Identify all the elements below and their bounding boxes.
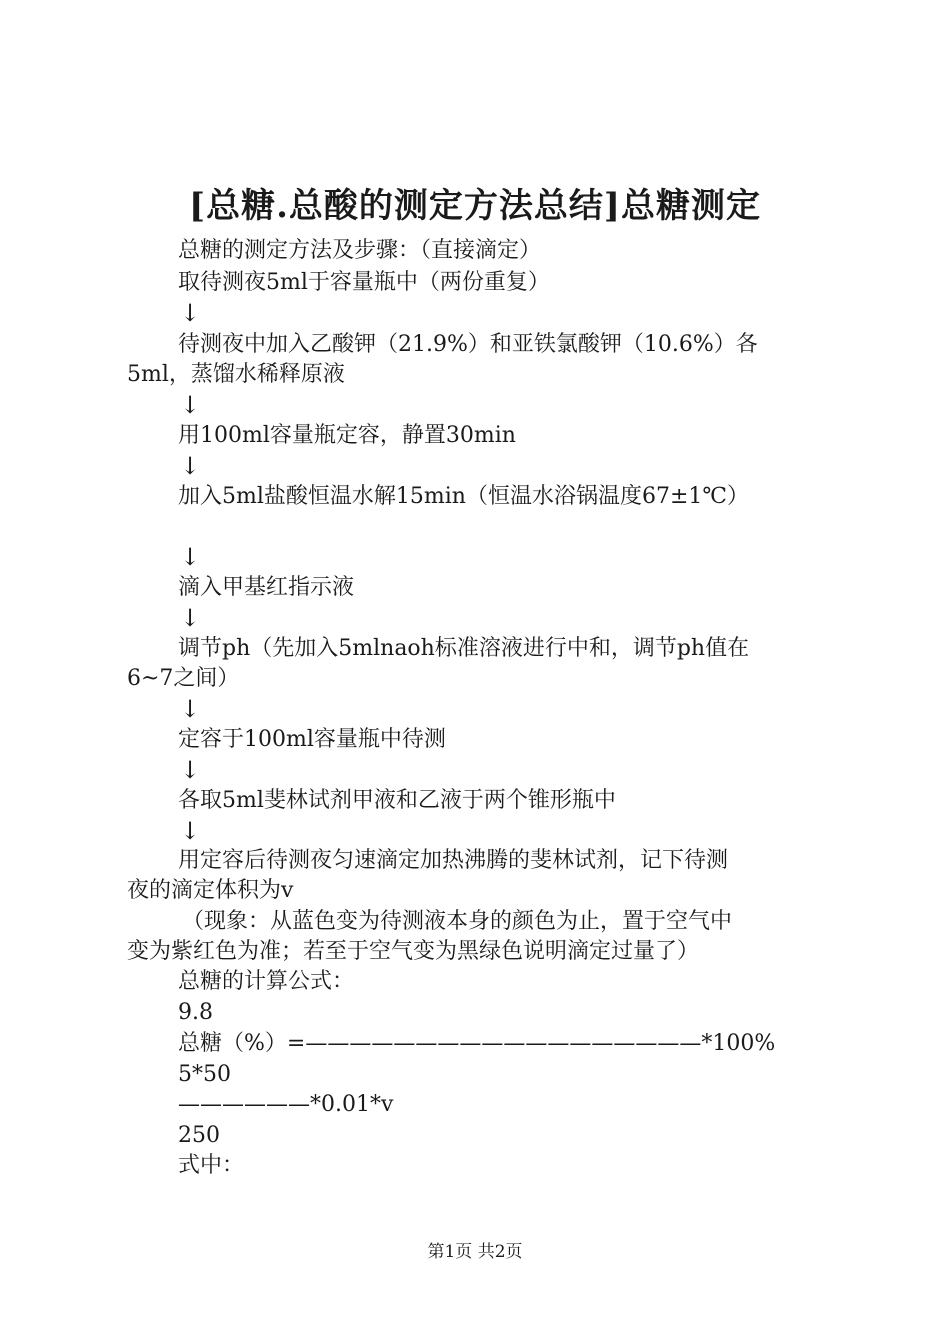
down-arrow-icon: ↓ (180, 391, 201, 419)
text-line: 6~7之间） (127, 666, 240, 691)
document-title: [总糖.总酸的测定方法总结]总糖测定 (188, 186, 761, 226)
text-line: 总糖的计算公式： (178, 969, 355, 994)
down-arrow-icon: ↓ (180, 817, 201, 845)
down-arrow-icon: ↓ (180, 756, 201, 784)
formula-numerator: 9.8 (178, 1000, 213, 1025)
formula-line: 总糖（%）=——————————————————*100% (178, 1031, 776, 1056)
down-arrow-icon: ↓ (180, 695, 201, 723)
text-line: 定容于100ml容量瓶中待测 (178, 727, 446, 752)
down-arrow-icon: ↓ (180, 452, 201, 480)
text-line: 滴入甲基红指示液 (178, 575, 355, 600)
page-footer: 第1页 共2页 (427, 1242, 523, 1262)
text-line: 待测夜中加入乙酸钾（21.9%）和亚铁氯酸钾（10.6%）各 (178, 332, 758, 357)
text-line: 调节ph（先加入5mlnaoh标准溶液进行中和，调节ph值在 (178, 636, 750, 661)
formula-line: ——————*0.01*v (178, 1092, 394, 1117)
formula-denominator: 250 (178, 1123, 220, 1148)
text-line: （现象：从蓝色变为待测液本身的颜色为止，置于空气中 (182, 909, 733, 934)
formula-denominator: 5*50 (178, 1062, 231, 1087)
text-line: 变为紫红色为准；若至于空气变为黑绿色说明滴定过量了） (127, 939, 700, 964)
text-line: 各取5ml斐林试剂甲液和乙液于两个锥形瓶中 (178, 788, 616, 813)
text-line: 式中： (178, 1153, 245, 1178)
text-line: 取待测夜5ml于容量瓶中（两份重复） (178, 270, 550, 295)
text-line: 总糖的测定方法及步骤：（直接滴定） (178, 238, 542, 263)
text-line: 用定容后待测夜匀速滴定加热沸腾的斐林试剂，记下待测 (178, 848, 729, 873)
down-arrow-icon: ↓ (180, 543, 201, 571)
down-arrow-icon: ↓ (180, 604, 201, 632)
down-arrow-icon: ↓ (180, 299, 201, 327)
text-line: 5ml，蒸馏水稀释原液 (127, 362, 345, 387)
text-line: 用100ml容量瓶定容，静置30min (178, 423, 516, 448)
text-line: 加入5ml盐酸恒温水解15min（恒温水浴锅温度67±1℃） (178, 484, 749, 509)
text-line: 夜的滴定体积为v (127, 878, 294, 903)
